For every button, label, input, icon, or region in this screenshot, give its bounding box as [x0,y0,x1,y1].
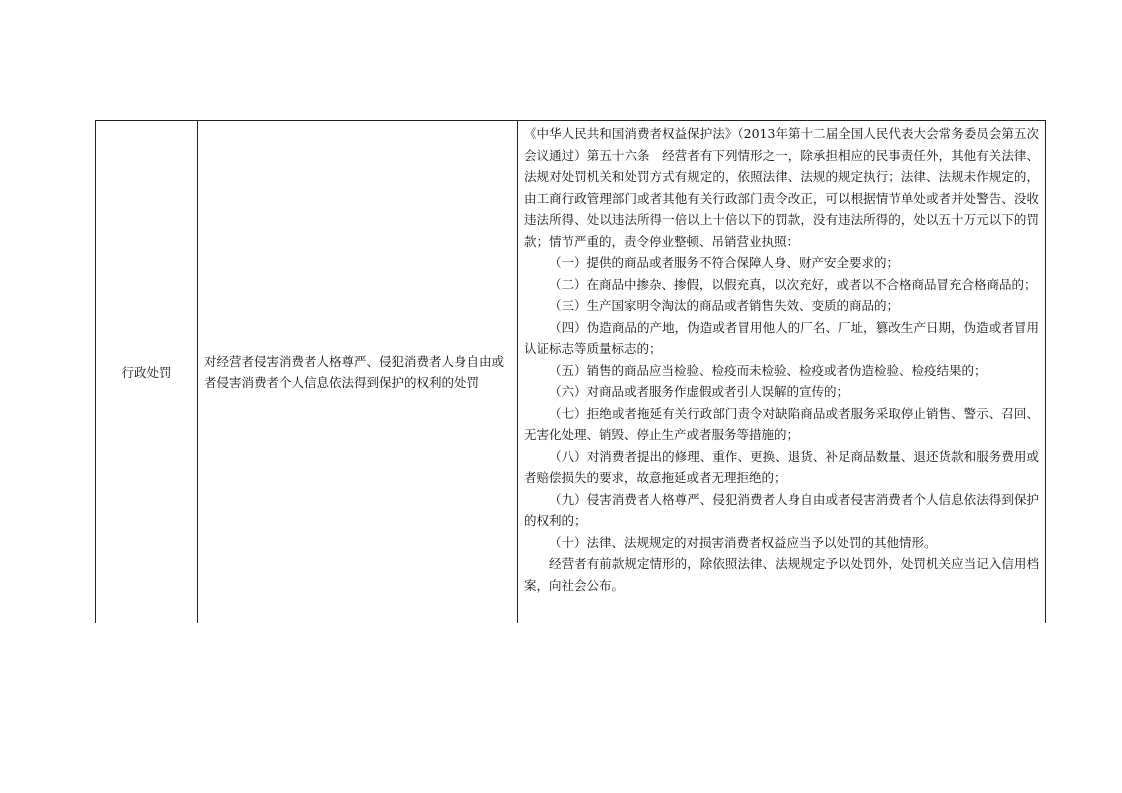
legal-basis-item: （七）拒绝或者拖延有关行政部门责令对缺陷商品或者服务采取停止销售、警示、召回、无害化处理、销毁、停止生产或者服务等措施的； [524,405,1039,442]
item-name-text: 对经营者侵害消费者人格尊严、侵犯消费者人身自由或者侵害消费者个人信息依法得到保护的权利的处罚 [204,354,505,390]
legal-basis-item: （五）销售的商品应当检验、检疫而未检验、检疫或者伪造检验、检疫结果的； [549,362,987,378]
legal-basis-item: （三）生产国家明令淘汰的商品或者销售失效、变质的商品的； [549,298,900,313]
legal-basis-item: （四）伪造商品的产地，伪造或者冒用他人的厂名、厂址，篡改生产日期，伪造或者冒用认证标志等质量标志的； [524,319,1039,356]
legal-basis-intro: 《中华人民共和国消费者权益保护法》（2013年第十二届全国人民代表大会常务委员会第五次会议通过）第五十六条 经营者有下列情形之一，除承担相应的民事责任外，其他有关法律、法规对处罚机关和处罚方式有规定的，依照法律、法规的规定执行；法律、法规未作规定的，由工商行政管理部门或者其他有关行政部门责令改正，可以根据情节单处或者并处警告、没收违法所得、处以违法所得一倍以上十倍以下的罚款，没有违法所得的，处以五十万元以下的罚款；情节严重的，责令停业整顿、吊销营业执照： [524,126,1039,249]
category-cell [96,121,198,624]
category-text: 行政处罚 [121,365,172,380]
legal-basis-item: （六）对商品或者服务作虚假或者引人误解的宣传的； [549,384,850,399]
legal-basis-item: （十）法律、法规规定的对损害消费者权益应当予以处罚的其他情形。 [549,534,937,550]
legal-basis-item: （八）对消费者提出的修理、重作、更换、退货、补足商品数量、退还货款和服务费用或者赔偿损失的要求，故意拖延或者无理拒绝的； [524,448,1039,485]
power-list-table [95,120,1046,623]
table-row [96,121,1046,624]
legal-basis-item: （九）侵害消费者人格尊严、侵犯消费者人身自由或者侵害消费者个人信息依法得到保护的权利的； [524,491,1039,528]
legal-basis-closing: 经营者有前款规定情形的，除依照法律、法规规定予以处罚外，处罚机关应当记入信用档案，向社会公布。 [524,556,1039,593]
legal-basis-cell [518,121,1046,624]
item-name-cell [198,121,518,624]
legal-basis-items [524,252,1039,553]
legal-basis-item: （一）提供的商品或者服务不符合保障人身、财产安全要求的； [549,255,900,270]
legal-basis-item: （二）在商品中掺杂、掺假，以假充真，以次充好，或者以不合格商品冒充合格商品的； [549,276,1037,292]
